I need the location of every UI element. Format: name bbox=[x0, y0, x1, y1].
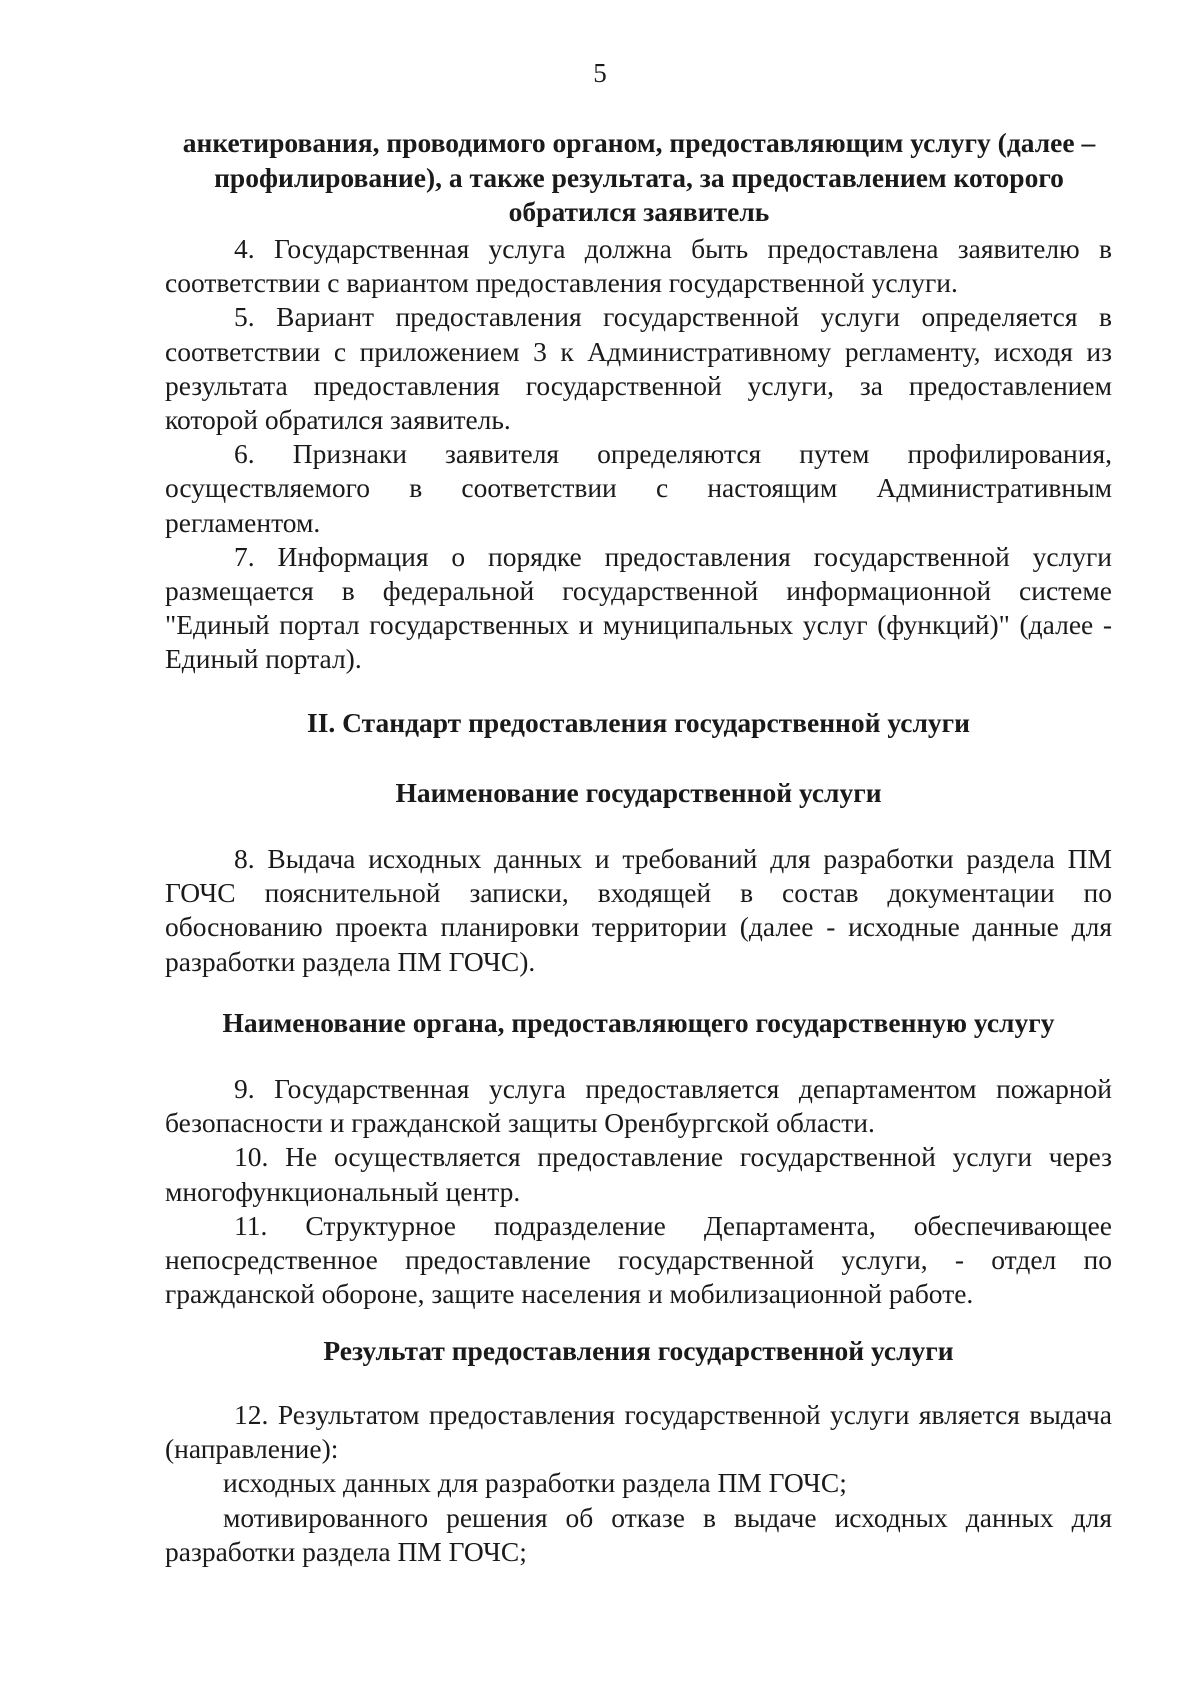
paragraph-6: 6. Признаки заявителя определяются путем профилирования, осуществляемого в соответствии с настоящим Административным регламентом. bbox=[165, 438, 1112, 538]
heading-service-name: Наименование государственной услуги bbox=[395, 777, 882, 808]
paragraph-4: 4. Государственная услуга должна быть предоставлена заявителю в соответствии с вариантом предоставления государственной услуги. bbox=[165, 233, 1112, 299]
paragraph-group-organ bbox=[165, 1072, 1112, 1311]
heading-organ-name: Наименование органа, предоставляющего государственную услугу bbox=[222, 1007, 1055, 1038]
paragraph-8: 8. Выдача исходных данных и требований для разработки раздела ПМ ГОЧС пояснительной записки, входящей в состав документации по обоснованию проекта планировки территории (далее - исходные данные для разработки раздела ПМ ГОЧС). bbox=[165, 843, 1112, 977]
paragraph-11: 11. Структурное подразделение Департамента, обеспечивающее непосредственное предоставление государственной услуги, - отдел по гражданской обороне, защите населения и мобилизационной работе. bbox=[165, 1209, 1112, 1310]
heading-result: Результат предоставления государственной услуги bbox=[323, 1335, 954, 1366]
result-item-initial-data: исходных данных для разработки раздела ПМ ГОЧС; bbox=[223, 1467, 847, 1499]
paragraph-group-variants bbox=[165, 232, 1112, 677]
paragraph-7: 7. Информация о порядке предоставления государственной услуги размещается в федеральной государственной информационной системе "Единый портал государственных и муниципальных услуг (функций)" (далее - Единый портал). bbox=[165, 540, 1112, 675]
paragraph-12: 12. Результатом предоставления государственной услуги является выдача (направление): bbox=[165, 1399, 1112, 1465]
paragraph-10: 10. Не осуществляется предоставление государственной услуги через многофункциональный центр. bbox=[165, 1141, 1112, 1207]
section-title-standard: II. Стандарт предоставления государственной услуги bbox=[307, 707, 970, 738]
result-item-refusal: мотивированного решения об отказе в выдаче исходных данных для разработки раздела ПМ ГОЧС; bbox=[165, 1501, 1112, 1567]
paragraph-group-result bbox=[165, 1398, 1112, 1569]
paragraph-9: 9. Государственная услуга предоставляется департаментом пожарной безопасности и гражданской защиты Оренбургской области. bbox=[165, 1073, 1112, 1139]
section-heading-profiling: анкетирования, проводимого органом, предоставляющим услугу (далее – профилирование), а также результата, за предоставлением которого обратился заявитель bbox=[182, 127, 1096, 227]
paragraph-5: 5. Вариант предоставления государственной услуги определяется в соответствии с приложением 3 к Административному регламенту, исходя из результата предоставления государственной услуги, за предоставлением которой обратился заявитель. bbox=[165, 301, 1112, 436]
paragraph-group-service-name bbox=[165, 842, 1112, 979]
page-number: 5 bbox=[593, 58, 607, 88]
